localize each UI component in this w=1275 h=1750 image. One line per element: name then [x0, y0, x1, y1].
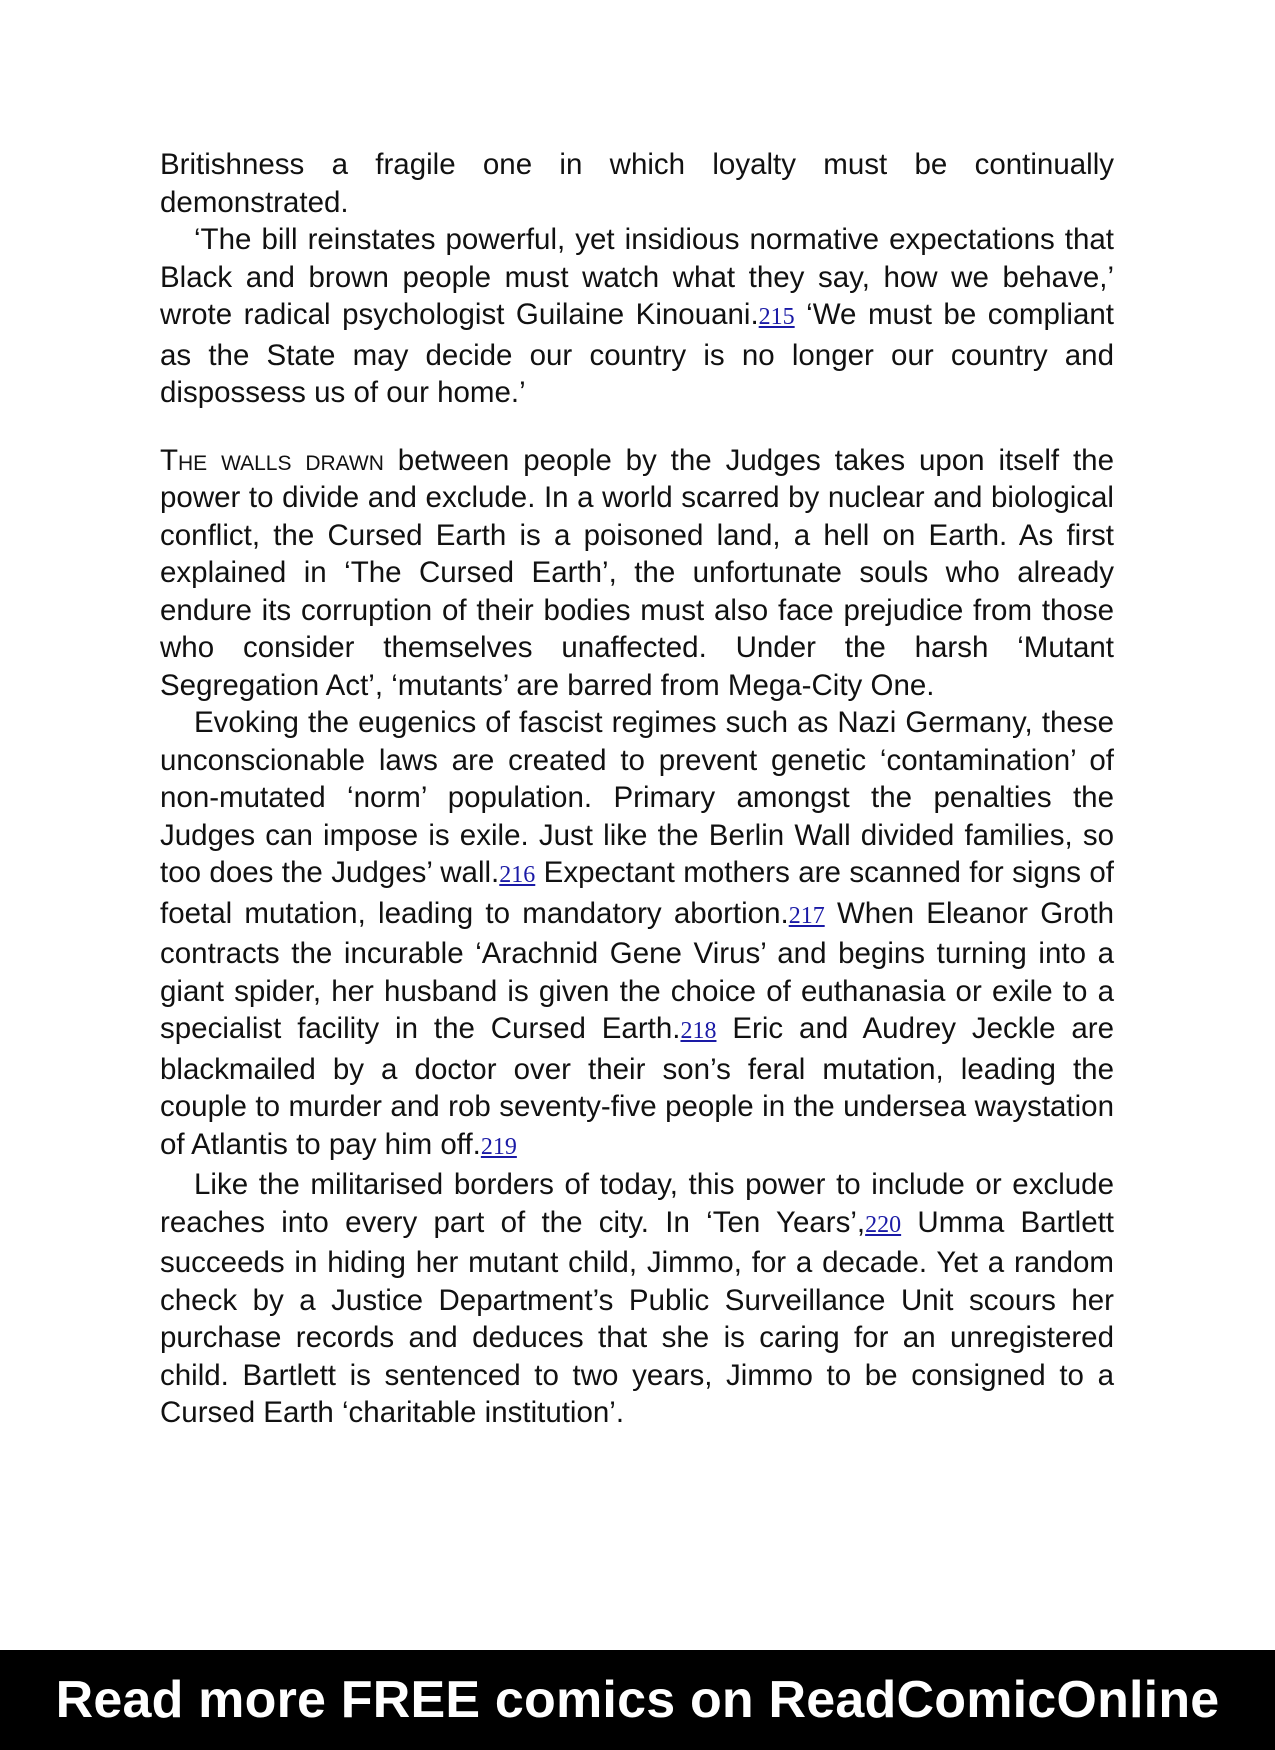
paragraph-4-text-d: Eric and Audrey Jeckle are blackmailed by a doctor over their son’s feral mutation, leading the couple to murder and rob seventy-five people in the undersea waystation of Atlantis to pay him off. [160, 1012, 1114, 1161]
paragraph-5 [160, 1166, 1114, 1432]
paragraph-3-text: between people by the Judges takes upon itself the power to divide and exclude. In a world scarred by nuclear and biological conflict, the Cursed Earth is a poisoned land, a hell on Earth. As first explained in ‘The Cursed Earth’, the unfortunate souls who already endure its corruption of their bodies must also face prejudice from those who consider themselves unaffected. Under the harsh ‘Mutant Segregation Act’, ‘mutants’ are barred from Mega-City One. [160, 443, 1114, 702]
paragraph-2-text-b: ‘We must be compliant as the State may decide our country is no longer our country and dispossess us of our home.’ [160, 298, 1114, 409]
paragraph-4-text-a: Evoking the eugenics of fascist regimes such as Nazi Germany, these unconscionable laws are created to prevent genetic ‘contamination’ of non-mutated ‘norm’ population. Primary amongst the penalties the Judges can impose is exile. Just like the Berlin Wall divided families, so too does the Judges’ wall. [160, 706, 1114, 889]
paragraph-1: Britishness a fragile one in which loyalty must be continually demonstrated. [160, 148, 1114, 219]
promo-banner-text[interactable]: Read more FREE comics on ReadComicOnline [55, 1671, 1220, 1729]
footnote-link-220[interactable]: 220 [865, 1211, 902, 1238]
paragraph-3 [160, 442, 1114, 705]
paragraph-2-text-a: ‘The bill reinstates powerful, yet insidious normative expectations that Black and brown people must watch what they say, how we behave,’ wrote radical psychologist Guilaine Kinouani. [160, 223, 1114, 331]
footnote-link-218[interactable]: 218 [680, 1018, 717, 1044]
paragraph-5-text-a: Like the militarised borders of today, this power to include or exclude reaches into every part of the city. In ‘Ten Years’, [160, 1168, 1114, 1239]
footnote-link-216[interactable]: 216 [499, 862, 536, 888]
paragraph-5-text-b: Umma Bartlett succeeds in hiding her mutant child, Jimmo, for a decade. Yet a random check by a Justice Department’s Public Surveillance Unit scours her purchase records and deduces that she is caring for an unregistered child. Bartlett is sentenced to two years, Jimmo to be consigned to a Cursed Earth ‘charitable institution’. [160, 1205, 1114, 1429]
footnote-link-217[interactable]: 217 [788, 902, 825, 929]
section-lead-in: The walls drawn [160, 443, 384, 477]
promo-banner[interactable] [0, 1650, 1275, 1750]
paragraph-4-text-b: Expectant mothers are scanned for signs of foetal mutation, leading to mandatory abortion. [160, 856, 1115, 930]
body-text [160, 146, 1114, 1432]
footnote-link-215[interactable]: 215 [758, 304, 795, 330]
paragraph-4-text-c: When Eleanor Groth contracts the incurable ‘Arachnid Gene Virus’ and begins turning into a giant spider, her husband is given the choice of euthanasia or exile to a specialist facility in the Cursed Earth. [160, 896, 1114, 1045]
footnote-link-219[interactable]: 219 [480, 1133, 517, 1160]
paragraph-2 [160, 221, 1114, 412]
paragraph-4 [160, 704, 1114, 1166]
